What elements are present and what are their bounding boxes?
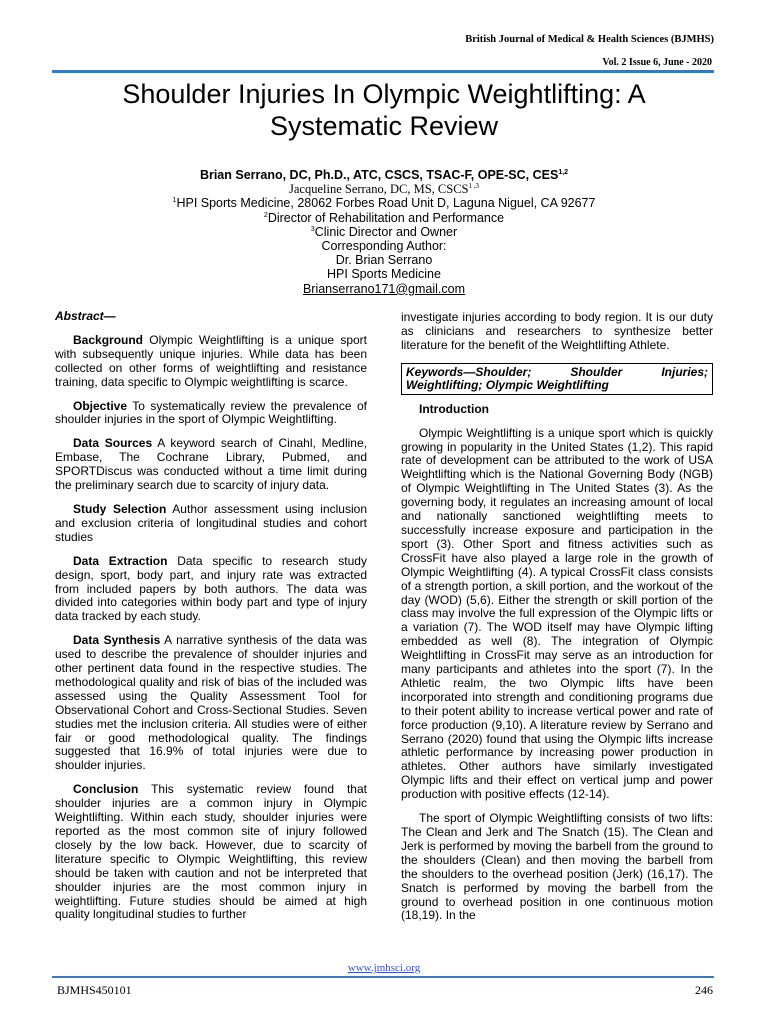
affiliation-2-mark: 2: [263, 211, 268, 219]
journal-website-link[interactable]: www.jmhsci.org: [347, 962, 421, 974]
page-number: 246: [695, 983, 713, 997]
affiliation-2-text: Director of Rehabilitation and Performance: [267, 210, 505, 225]
abstract-text: A narrative synthesis of the data was used to describe the prevalence of shoulder injuries and other pertinent data found in the respective studies. The methodological quality and risk of bias of the included was assessed using the Quality Assessment Tool for Observational Cohort and Cross-Sectional Studies. Seven studies met the inclusion criteria. All studies were of either fair or good methodological quality. The findings suggested that 16.9% of total injuries were due to shoulder injuries.: [55, 633, 367, 773]
author-1-affil: 1,2: [558, 168, 569, 176]
affiliation-1-text: HPI Sports Medicine, 28062 Forbes Road Unit D, Laguna Niguel, CA 92677: [176, 196, 596, 211]
abstract-heading: Abstract—: [55, 309, 116, 323]
abstract-label: Background: [73, 332, 144, 347]
footer-divider: [52, 976, 714, 978]
abstract-text: Author assessment using inclusion and exclusion criteria of longitudinal studies and cohort studies: [55, 501, 367, 544]
abstract-label: Data Extraction: [73, 553, 168, 568]
corresponding-label: Corresponding Author:: [321, 239, 447, 254]
abstract-objective: [55, 400, 367, 428]
abstract-label: Data Synthesis: [73, 633, 161, 648]
author-1-name: Brian Serrano, DC, Ph.D., ATC, CSCS, TSAC-F, OPE-SC, CES: [199, 168, 559, 182]
email-link[interactable]: Brianserrano171@gmail.com: [302, 281, 466, 296]
abstract-label: Objective: [73, 398, 128, 413]
author-2: [80, 182, 688, 196]
author-2-name: Jacqueline Serrano, DC, MS, CSCS: [288, 182, 469, 197]
title-line-2: Systematic Review: [269, 111, 499, 141]
affiliation-1-mark: 1: [172, 197, 177, 205]
affiliation-3-text: Clinic Director and Owner: [314, 224, 458, 239]
keywords-box: Keywords—Shoulder; Shoulder Injuries; Weightlifting; Olympic Weightlifting: [401, 363, 713, 395]
abstract-conclusion: [55, 783, 367, 922]
abstract-study-selection: [55, 503, 367, 545]
left-column: [55, 310, 367, 932]
author-2-affil: 1 ,3: [468, 182, 479, 191]
abstract-text: A keyword search of Cinahl, Medline, Embase, The Cochrane Library, Pubmed, and SPORTDiscus was conducted without a time limit during the preliminary search due to scarcity of injury data.: [55, 436, 367, 493]
abstract-text: Olympic Weightlifting is a unique sport with subsequently unique injuries. While data has been collected on other forms of weightlifting and resistance training, data specific to Olympic weightlifting is scarce.: [55, 332, 367, 389]
abstract-background: [55, 334, 367, 390]
affiliation-3-mark: 3: [310, 225, 315, 233]
corresponding-org: HPI Sports Medicine: [327, 267, 441, 282]
abstract-data-extraction: [55, 555, 367, 625]
abstract-text: To systematically review the prevalence of shoulder injuries in the sport of Olympic Weightlifting.: [55, 398, 367, 427]
volume-issue: Vol. 2 Issue 6, June - 2020: [602, 57, 712, 68]
header-divider: [52, 70, 714, 73]
title-line-1: Shoulder Injuries In Olympic Weightlifting: A: [122, 79, 646, 109]
affiliation-3: [80, 225, 688, 239]
author-block: [80, 168, 688, 296]
journal-name: British Journal of Medical & Health Sciences (BJMHS): [465, 34, 714, 45]
abstract-data-synthesis: [55, 634, 367, 773]
intro-paragraph: Olympic Weightlifting is a unique sport which is quickly growing in popularity in the United States (1,2). This rapid rate of development can be attributed to the work of USA Weightlifting which is the National Governing Body (NGB) of Olympic Weightlifting in The United States (3). As the governing body, it regulates an increasing amount of local and nationally sanctioned weightlifting meets to successfully increase exposure and participation in the sport (3). Other Sport and fitness activities such as CrossFit have also played a large role in the growth of Olympic Weightlifting (4). A typical CrossFit class consists of a strength portion, a skill portion, and the workout of the day (WOD) (5,6). Either the strength or skill portion of the class may involve the full expression of the Olympic lifts or a variation (7). The WOD itself may have Olympic lifting embedded as well (8). The integration of Olympic Weightlifting in CrossFit may serve as an introduction for many participants and athletes into the sport (7). In the Athletic realm, the two Olympic lifts have been incorporated into strength and conditioning programs due to their potent ability to increase vertical power and rate of force production (9,10). A literature review by Serrano and Serrano (2020) found that using the Olympic lifts increase athletic performance by increasing power production in athletes. Other authors have similarly investigated Olympic lifts and their effect on vertical jump and power production with positive effects (12-14).: [401, 425, 713, 802]
abstract-text: Data specific to research study design, sport, body part, and injury rate was extracted from included papers by both authors. The data was divided into categories within body part and type of injury data tracked by each study.: [55, 553, 367, 624]
abstract-label: Study Selection: [73, 501, 167, 516]
abstract-label: Data Sources: [73, 436, 153, 451]
abstract-text: This systematic review found that shoulder injuries are a common injury in Olympic Weightlifting. Within each study, shoulder injuries were reported as the most common site of injury followed closely by the low back. However, due to scarcity of literature specific to Olympic Weightlifting, this review should be taken with caution and not be interpreted that shoulder injuries are the most common injury in weightlifting. Future studies should be aimed at high quality longitudinal studies to further: [55, 782, 367, 922]
right-column: [401, 311, 713, 933]
corresponding-name: Dr. Brian Serrano: [335, 253, 433, 268]
affiliation-1: [80, 196, 688, 210]
affiliation-2: [80, 211, 688, 225]
abstract-continuation: investigate injuries according to body region. It is our duty as clinicians and researchers to synthesize better literature for the benefit of the Weightlifting Athlete.: [401, 310, 713, 352]
paper-title: [40, 78, 728, 142]
intro-paragraph: The sport of Olympic Weightlifting consists of two lifts: The Clean and Jerk and The Snatch (15). The Clean and Jerk is performed by moving the barbell from the ground to the shoulders (Clean) and then moving the barbell from the shoulders to the overhead position (Jerk) (16,17). The Snatch is performed by moving the barbell from the ground to overhead position in one continuous motion (18,19). In the: [401, 811, 713, 923]
abstract-label: Conclusion: [73, 782, 139, 797]
author-1: [80, 168, 688, 182]
abstract-data-sources: [55, 437, 367, 493]
article-id: BJMHS450101: [57, 983, 132, 997]
introduction-heading: Introduction: [419, 401, 489, 416]
